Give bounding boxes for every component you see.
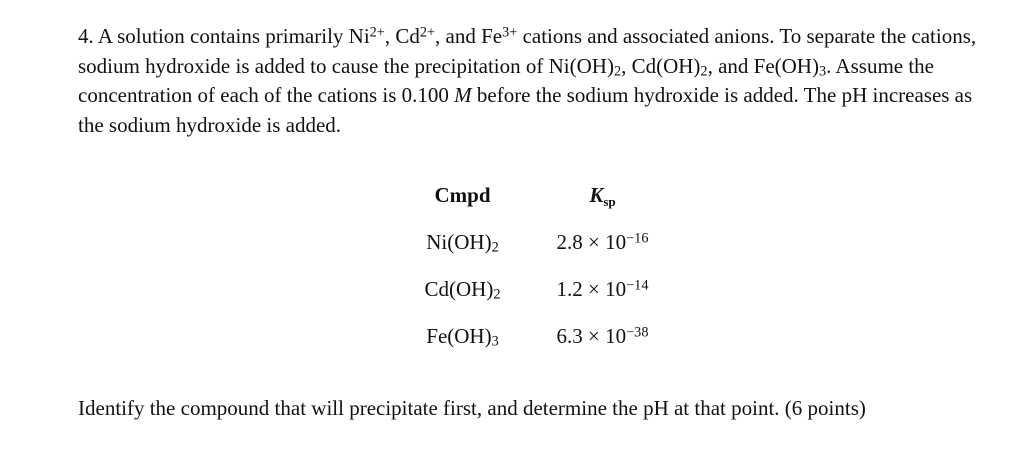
compound-cell [400, 266, 525, 313]
ksp-symbol: K [589, 183, 604, 207]
formula-subscript: 2 [493, 286, 501, 303]
header-cmpd: Cmpd [434, 183, 491, 207]
question-prompt: Identify the compound that will precipitate first, and determine the pH at that point. (6 points) [78, 396, 866, 420]
question-part: , Cd [384, 24, 420, 48]
header-ksp [525, 172, 680, 219]
charge-superscript: 2+ [369, 24, 385, 41]
ksp-cell [525, 266, 680, 313]
table-row [400, 219, 680, 266]
question-number: 4. [78, 24, 94, 48]
compound-formula: Ni(OH) [426, 230, 492, 254]
ksp-cell [525, 313, 680, 360]
formula-subscript: 2 [613, 63, 622, 80]
table-row [400, 313, 680, 360]
molar-symbol: M [454, 83, 472, 107]
question-part: before the sodium hydroxide is added. The pH increases as the sodium hydroxide is added. [78, 83, 973, 137]
compound-cell [400, 219, 525, 266]
question-part: . Assume the concentration of each of the cations is 0.100 [78, 53, 935, 107]
table-header-row [400, 172, 680, 219]
ksp-exponent: −38 [626, 324, 649, 341]
compound-formula: Cd(OH) [424, 277, 494, 301]
question-part: , and Fe [435, 24, 503, 48]
question-part: , and Fe(OH) [707, 53, 819, 78]
formula-subscript: 2 [491, 239, 499, 256]
question-text [78, 22, 978, 140]
ksp-cell [525, 219, 680, 266]
ksp-value: 2.8 × 10 [556, 230, 627, 254]
ksp-subscript: sp [603, 193, 616, 209]
table-row [400, 266, 680, 313]
compound-formula: Fe(OH) [426, 324, 492, 348]
question-part: A solution contains primarily Ni [93, 24, 370, 48]
ksp-table [400, 172, 680, 360]
ksp-exponent: −16 [626, 230, 649, 247]
charge-superscript: 3+ [502, 24, 518, 41]
formula-subscript: 2 [700, 63, 708, 80]
question-part: cations and associated anions. To separate the cations, sodium hydroxide is added to cause the precipitation of Ni(OH) [78, 24, 977, 78]
question-part: , Cd(OH) [621, 53, 701, 78]
formula-subscript: 3 [818, 63, 827, 80]
ksp-value: 1.2 × 10 [556, 277, 627, 301]
ksp-exponent: −14 [626, 277, 649, 294]
formula-subscript: 3 [491, 333, 499, 350]
question-paragraph [78, 22, 978, 140]
compound-cell [400, 313, 525, 360]
charge-superscript: 2+ [419, 24, 436, 41]
ksp-value: 6.3 × 10 [556, 324, 627, 348]
